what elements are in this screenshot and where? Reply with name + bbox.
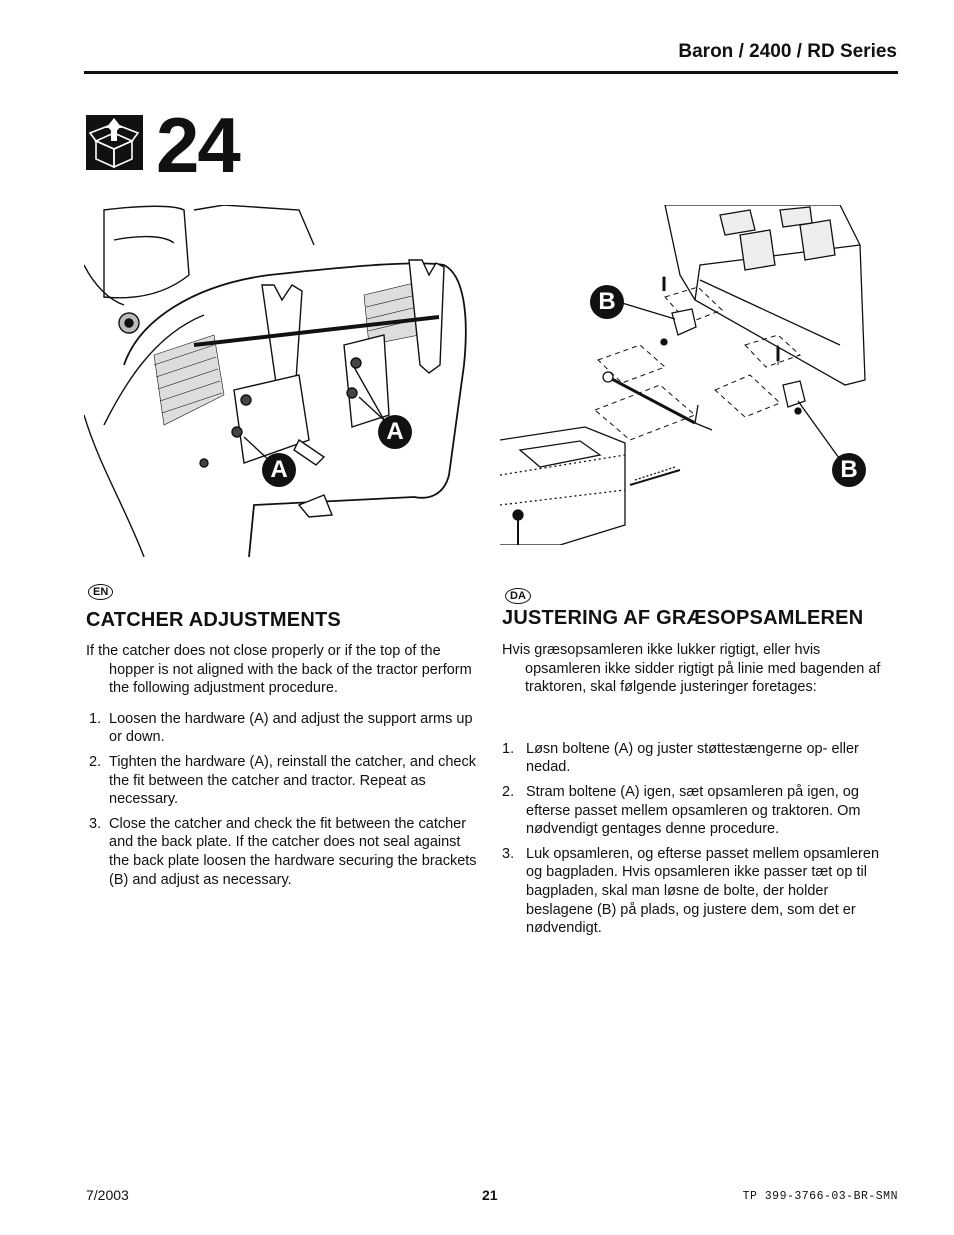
lang-badge-en: EN (88, 584, 113, 600)
step-item-en-3: 3. Close the catcher and check the fit between the catcher and the back plate. If the catcher does not seal against the back plate loosen the hardware securing the brackets (B) and adjust as necessary. (89, 815, 477, 888)
box-install-icon (86, 115, 143, 170)
callout-b-lower: B (832, 453, 866, 487)
bracket-exploded-illustration (500, 205, 898, 545)
section-title-en: CATCHER ADJUSTMENTS (86, 609, 341, 631)
step-item-en-1: 1. Loosen the hardware (A) and adjust the support arms up or down. (89, 710, 473, 746)
step-item-da-1: 1. Løsn boltene (A) og juster støttestængerne op- eller nedad. (502, 740, 859, 776)
page-number: 21 (482, 1187, 498, 1203)
intro-da: Hvis græsopsamleren ikke lukker rigtigt, eller hvis opsamleren ikke sidder rigtigt på linie med bagenden af traktoren, skal følgende justeringer foretages: (502, 642, 881, 696)
header-rule (84, 71, 898, 74)
callout-a-upper: A (378, 415, 412, 449)
instructions-da (502, 641, 898, 938)
callout-b-upper: B (590, 285, 624, 319)
step-number: 24 (156, 101, 239, 189)
document-code: TP 399-3766-03-BR-SMN (742, 1190, 898, 1203)
section-title-da: JUSTERING AF GRÆSOPSAMLEREN (502, 607, 864, 629)
catcher-bracket-illustration (84, 205, 474, 557)
instructions-en (86, 642, 481, 889)
lang-badge-da: DA (505, 588, 531, 604)
callout-a-lower: A (262, 453, 296, 487)
footer-date: 7/2003 (86, 1187, 129, 1203)
header-title: Baron / 2400 / RD Series (678, 41, 897, 62)
step-item-da-3: 3. Luk opsamleren, og efterse passet mellem opsamleren og bagpladen. Hvis opsamleren ikke passer tæt op til bagpladen, skal man løsne de bolte, der holder beslagene (B) på plads, og justere dem, som det er nødvendigt. (502, 845, 880, 937)
intro-en: If the catcher does not close properly or if the top of the hopper is not aligned with the back of the tractor perform the following adjustment procedure. (86, 643, 472, 697)
step-item-da-2: 2. Stram boltene (A) igen, sæt opsamleren på igen, og efterse passet mellem opsamleren og traktoren. Om nødvendigt gentages denne procedure. (502, 783, 861, 838)
step-item-en-2: 2. Tighten the hardware (A), reinstall the catcher, and check the fit between the catcher and tractor. Repeat as necessary. (89, 753, 476, 808)
